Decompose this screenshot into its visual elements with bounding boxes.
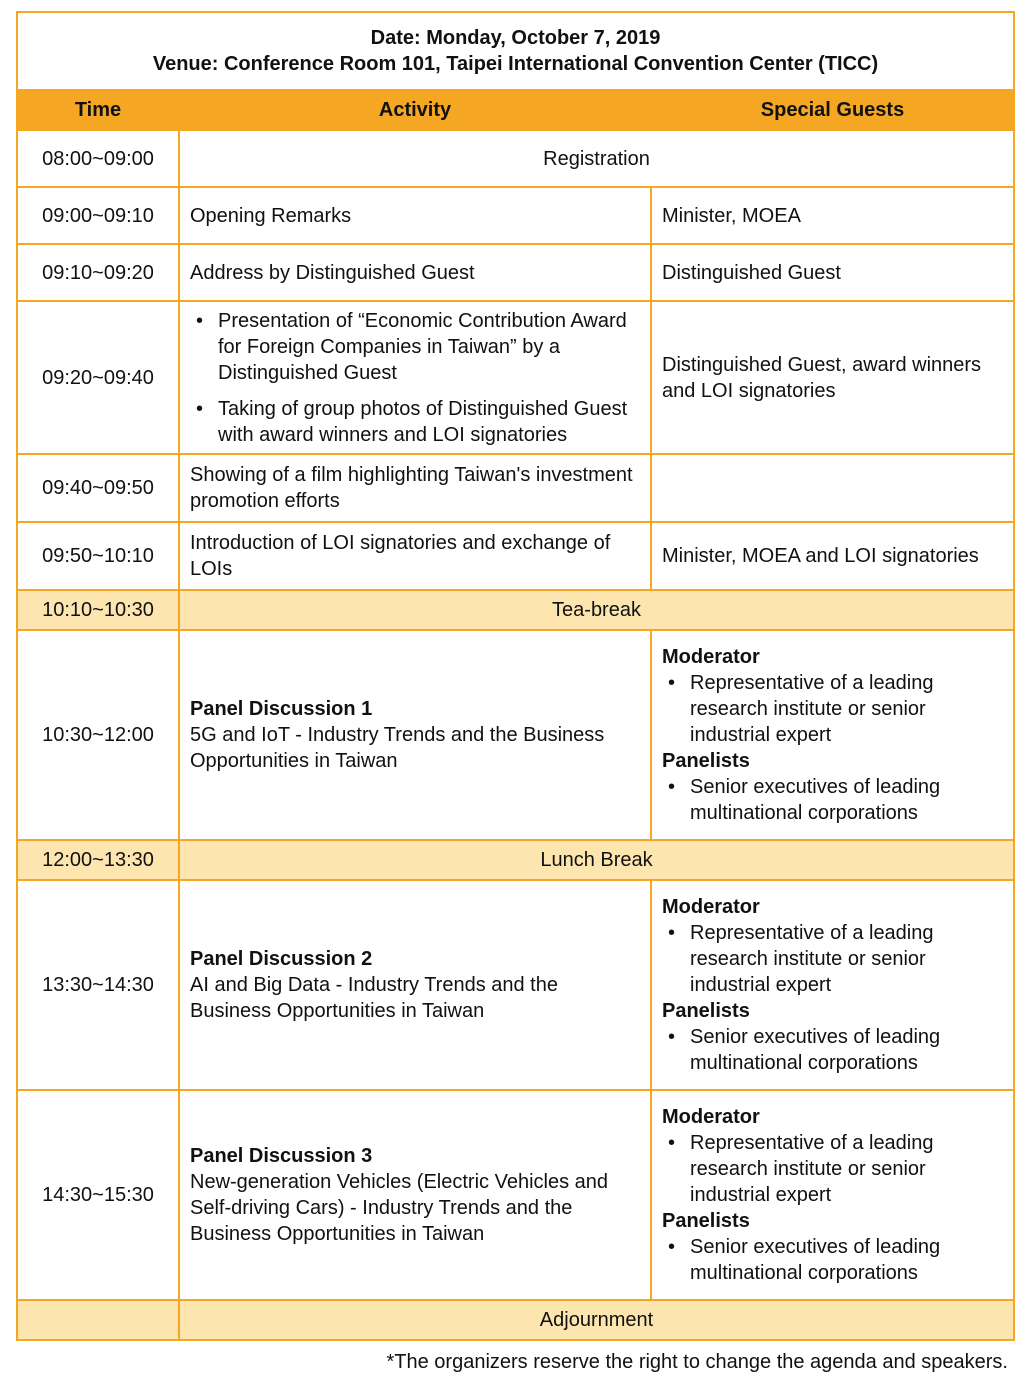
- agenda-row: [17, 130, 1014, 187]
- event-header-row: [17, 12, 1014, 90]
- row-activity: Registration: [179, 130, 1014, 187]
- agenda-row: [17, 187, 1014, 244]
- row-activity: Adjournment: [179, 1300, 1014, 1340]
- row-activity: [179, 630, 651, 840]
- row-guests: Minister, MOEA and LOI signatories: [651, 522, 1014, 590]
- row-activity: [179, 301, 651, 454]
- agenda-table: [16, 11, 1015, 1341]
- row-activity: Showing of a film highlighting Taiwan's investment promotion efforts: [179, 454, 651, 522]
- row-time: 10:10~10:30: [17, 590, 179, 630]
- row-time: 08:00~09:00: [17, 130, 179, 187]
- row-activity: Lunch Break: [179, 840, 1014, 880]
- row-time: 10:30~12:00: [17, 630, 179, 840]
- panel-title: Panel Discussion 3: [190, 1145, 373, 1167]
- event-venue: Venue: Conference Room 101, Taipei International Convention Center (TICC): [152, 53, 879, 75]
- break-row: [17, 590, 1014, 630]
- row-activity: Introduction of LOI signatories and exchange of LOIs: [179, 522, 651, 590]
- moderator-desc: • Representative of a leading research institute or senior industrial expert: [690, 1130, 1003, 1208]
- row-time: 09:10~09:20: [17, 244, 179, 301]
- column-header-guests: Special Guests: [651, 90, 1014, 130]
- row-time: 09:50~10:10: [17, 522, 179, 590]
- moderator-label: Moderator: [662, 646, 760, 668]
- row-activity: [179, 880, 651, 1090]
- panel-topic: AI and Big Data - Industry Trends and the Business Opportunities in Taiwan: [190, 974, 558, 1022]
- panelists-label: Panelists: [662, 1000, 750, 1022]
- panel-row: [17, 880, 1014, 1090]
- event-header: [17, 12, 1014, 90]
- break-row: [17, 840, 1014, 880]
- panelists-list: [662, 774, 1003, 826]
- panel-topic: 5G and IoT - Industry Trends and the Business Opportunities in Taiwan: [190, 724, 605, 772]
- row-guests: Minister, MOEA: [651, 187, 1014, 244]
- row-time: 13:30~14:30: [17, 880, 179, 1090]
- agenda-row: [17, 244, 1014, 301]
- row-activity: Opening Remarks: [179, 187, 651, 244]
- panelists-list: [662, 1024, 1003, 1076]
- moderator-desc: • Representative of a leading research institute or senior industrial expert: [690, 670, 1003, 748]
- panelists-desc: • Senior executives of leading multinational corporations: [690, 1024, 1003, 1076]
- panel-topic: New-generation Vehicles (Electric Vehicles and Self-driving Cars) - Industry Trends and the Business Opportunities in Taiwan: [190, 1171, 608, 1245]
- panelists-desc: • Senior executives of leading multinational corporations: [690, 1234, 1003, 1286]
- panelists-list: [662, 1234, 1003, 1286]
- column-header-activity: Activity: [179, 90, 651, 130]
- column-header-time: Time: [17, 90, 179, 130]
- row-guests: [651, 880, 1014, 1090]
- moderator-label: Moderator: [662, 1106, 760, 1128]
- agenda-row: [17, 301, 1014, 454]
- moderator-label: Moderator: [662, 896, 760, 918]
- agenda-row: [17, 454, 1014, 522]
- row-time: 09:40~09:50: [17, 454, 179, 522]
- column-header-row: [17, 90, 1014, 130]
- activity-bullet: • Presentation of “Economic Contribution Award for Foreign Companies in Taiwan” by a Distinguished Guest: [218, 308, 640, 386]
- moderator-desc: • Representative of a leading research institute or senior industrial expert: [690, 920, 1003, 998]
- moderator-list: [662, 1130, 1003, 1208]
- row-activity: [179, 1090, 651, 1300]
- row-guests: [651, 454, 1014, 522]
- footnote: *The organizers reserve the right to change the agenda and speakers.: [386, 1351, 1008, 1373]
- activity-bullet-list: [190, 308, 640, 448]
- panel-row: [17, 1090, 1014, 1300]
- panel-row: [17, 630, 1014, 840]
- moderator-list: [662, 670, 1003, 748]
- row-activity: Address by Distinguished Guest: [179, 244, 651, 301]
- panel-title: Panel Discussion 1: [190, 698, 373, 720]
- row-guests: [651, 630, 1014, 840]
- agenda-row: [17, 522, 1014, 590]
- row-activity: Tea-break: [179, 590, 1014, 630]
- row-time: 09:00~09:10: [17, 187, 179, 244]
- adjournment-row: [17, 1300, 1014, 1340]
- panelists-label: Panelists: [662, 750, 750, 772]
- panelists-label: Panelists: [662, 1210, 750, 1232]
- moderator-list: [662, 920, 1003, 998]
- row-guests: [651, 1090, 1014, 1300]
- row-time: 14:30~15:30: [17, 1090, 179, 1300]
- row-time: 09:20~09:40: [17, 301, 179, 454]
- panel-title: Panel Discussion 2: [190, 948, 373, 970]
- row-guests: Distinguished Guest: [651, 244, 1014, 301]
- row-time: 12:00~13:30: [17, 840, 179, 880]
- activity-bullet: • Taking of group photos of Distinguished Guest with award winners and LOI signatories: [218, 396, 640, 448]
- event-date: Date: Monday, October 7, 2019: [370, 27, 661, 49]
- panelists-desc: • Senior executives of leading multinational corporations: [690, 774, 1003, 826]
- row-time: [17, 1300, 179, 1340]
- row-guests: Distinguished Guest, award winners and LOI signatories: [651, 301, 1014, 454]
